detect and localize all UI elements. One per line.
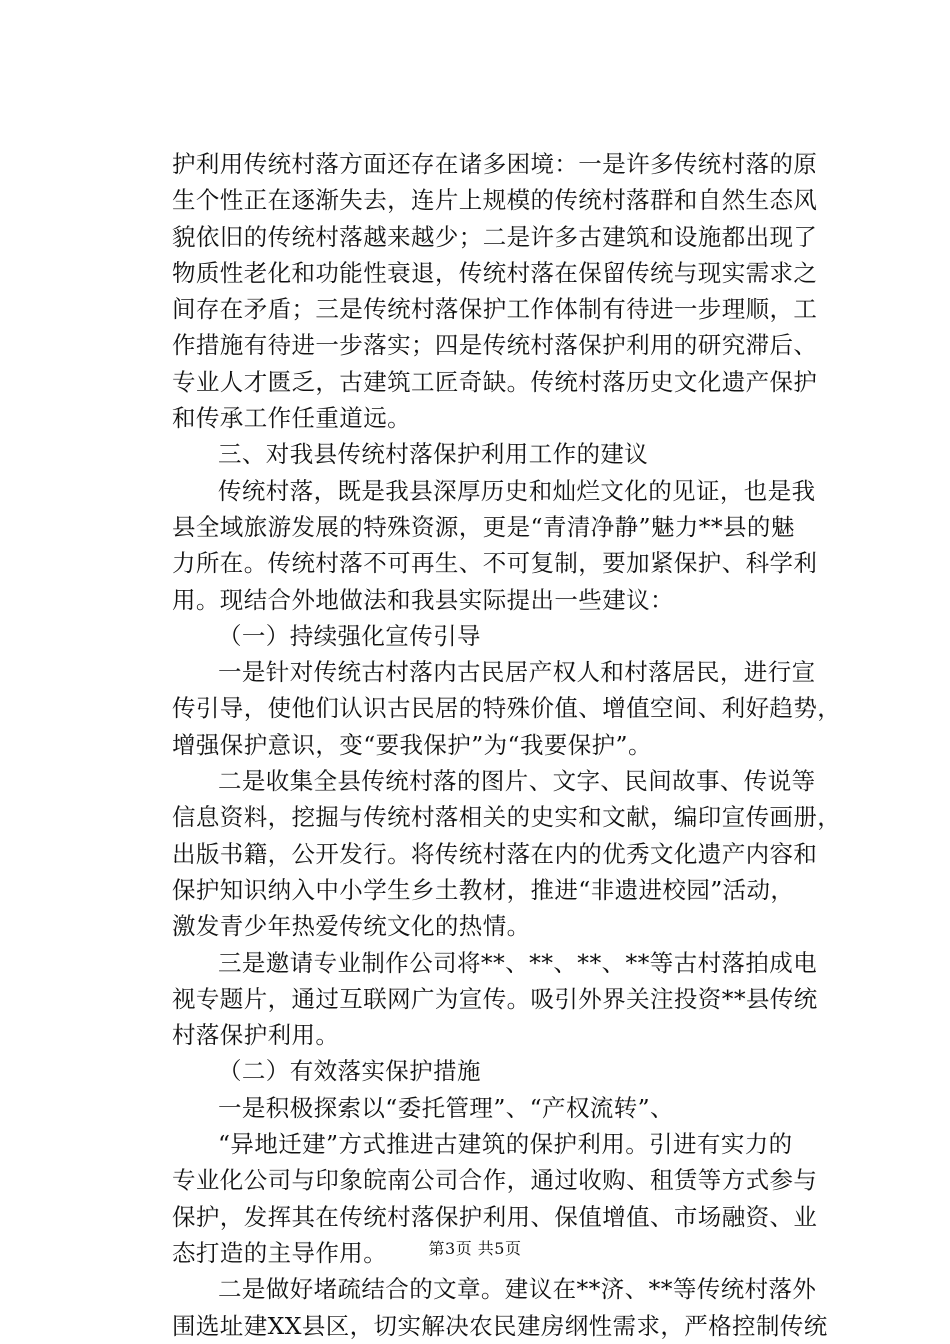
subsection-heading: （二）有效落实保护措施 [218, 1057, 481, 1086]
text-line: 护利用传统村落方面还存在诸多困境：一是许多传统村落的原 [172, 150, 818, 178]
text-line: 出版书籍，公开发行。将传统村落在内的优秀文化遗产内容和 [172, 839, 818, 868]
text-line: 一是积极探索以“委托管理”、“产权流转”、 [218, 1093, 674, 1122]
page-number-footer: 第3页 共5页 [428, 1239, 522, 1258]
text-line: 一是针对传统古村落内古民居产权人和村落居民，进行宣 [218, 658, 816, 687]
text-line: 二是做好堵疏结合的文章。建议在**济、**等传统村落外 [218, 1275, 817, 1304]
text-line: 村落保护利用。 [172, 1021, 340, 1050]
text-line: 激发青少年热爱传统文化的热情。 [172, 912, 531, 941]
text-line: 和传承工作任重道远。 [172, 404, 411, 433]
text-line: 保护知识纳入中小学生乡土教材，推进“非遗进校园”活动， [172, 875, 795, 904]
text-line: 围选址建XX县区，切实解决农民建房纲性需求，严格控制传统 [172, 1311, 828, 1340]
text-line: 态打造的主导作用。 [172, 1238, 388, 1267]
text-line: “异地迁建”方式推进古建筑的保护利用。引进有实力的 [218, 1130, 793, 1159]
text-line: 专业人才匮乏，古建筑工匠奇缺。传统村落历史文化遗产保护 [172, 367, 818, 396]
text-line: 用。现结合外地做法和我县实际提出一些建议： [172, 585, 674, 614]
body-text [172, 146, 842, 1344]
text-line: 传引导，使他们认识古民居的特殊价值、增值空间、利好趋势， [172, 694, 842, 723]
text-line: 二是收集全县传统村落的图片、文字、民间故事、传说等 [218, 767, 816, 796]
text-line: 传统村落，既是我县深厚历史和灿烂文化的见证，也是我 [218, 476, 816, 505]
text-line: 力所在。传统村落不可再生、不可复制，要加紧保护、科学利 [172, 549, 818, 578]
text-line: 专业化公司与印象皖南公司合作，通过收购、租赁等方式参与 [172, 1166, 818, 1195]
text-line: 信息资料，挖掘与传统村落相关的史实和文献，编印宣传画册， [172, 803, 842, 832]
subsection-heading: （一）持续强化宣传引导 [218, 621, 481, 650]
text-line: 物质性老化和功能性衰退，传统村落在保留传统与现实需求之 [172, 258, 818, 287]
text-line: 间存在矛盾；三是传统村落保护工作体制有待进一步理顺，工 [172, 295, 818, 324]
text-line: 貌依旧的传统村落越来越少；二是许多古建筑和设施都出现了 [172, 222, 818, 251]
text-line: 三是邀请专业制作公司将**、**、**、**等古村落拍成电 [218, 948, 818, 977]
text-line: 保护，发挥其在传统村落保护利用、保值增值、市场融资、业 [172, 1202, 818, 1231]
text-line: 作措施有待进一步落实；四是传统村落保护利用的研究滞后、 [172, 331, 818, 360]
text-line: 生个性正在逐渐失去，连片上规模的传统村落群和自然生态风 [172, 186, 818, 215]
text-line: 视专题片，通过互联网广为宣传。吸引外界关注投资**县传统 [172, 984, 818, 1013]
section-heading: 三、对我县传统村落保护利用工作的建议 [218, 440, 649, 469]
text-line: 增强保护意识，变“要我保护”为“我要保护”。 [172, 730, 652, 759]
text-line: 县全域旅游发展的特殊资源，更是“青清净静”魅力**县的魅 [172, 512, 795, 541]
